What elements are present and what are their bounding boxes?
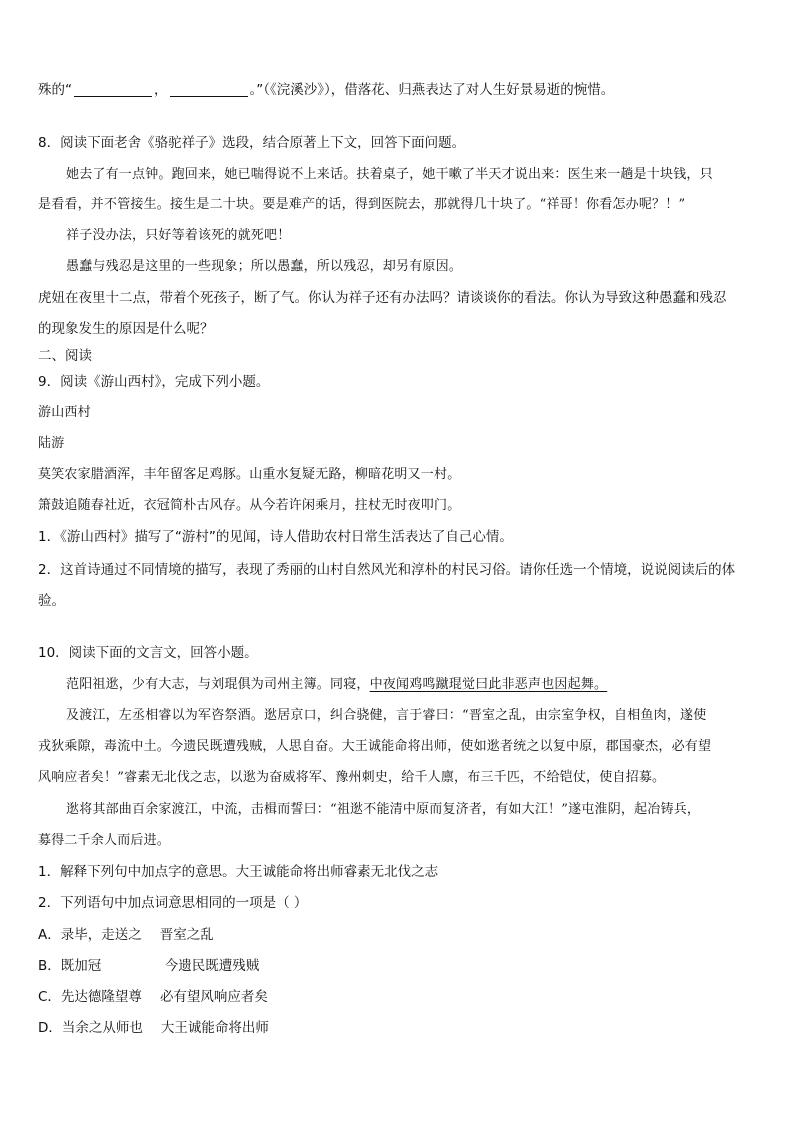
option-label: C． — [38, 989, 61, 1005]
q10-passage-line — [66, 675, 758, 695]
q10-passage-line: 风响应者矣！”睿素无北伐之志，以逖为奋威将军、豫州刺史，给千人廪，布三千匹，不给铠仗，使自招募。 — [38, 770, 666, 785]
q7-tail-line — [38, 80, 758, 100]
option-c[interactable] — [38, 987, 758, 1007]
option-left: 既加冠 — [60, 958, 102, 974]
option-label: D． — [38, 1020, 62, 1036]
q8-question-line: 的现象发生的原因是什么呢？ — [38, 321, 214, 337]
q10-sub-question-1: 1．解释下列句中加点字的意思。大王诚能命将出师睿素无北伐之志 — [38, 864, 439, 880]
q8-passage-line: 是看看，并不管接生。接生是二十块。要是难产的话，得到医院去，那就得几十块了。“祥哥！你看怎办呢？！” — [38, 197, 686, 212]
section-heading: 二、阅读 — [38, 348, 92, 364]
q9-sub-question-1: 1．《游山西村》描写了“游村”的见闻，诗人借助农村日常生活表达了自己心情。 — [38, 529, 513, 545]
q8-prompt: 8．阅读下面老舍《骆驼祥子》选段，结合原著上下文，回答下面问题。 — [38, 135, 466, 151]
option-a[interactable] — [38, 925, 758, 945]
q7-prefix: 殊的“ — [38, 82, 72, 98]
option-b[interactable] — [38, 956, 758, 976]
q10-passage-line: 及渡江，左丞相睿以为军咨祭酒。逖居京口，纠合骁健，言于睿曰：“晋室之乱，由宗室争权，自相鱼肉，遂使 — [66, 708, 707, 723]
option-label: A． — [38, 927, 61, 943]
option-right: 晋室之乱 — [159, 927, 214, 943]
q10-sub-question-2: 2．下列语句中加点词意思相同的一项是（ ） — [38, 895, 308, 911]
q9-prompt: 9．阅读《游山西村》，完成下列小题。 — [38, 374, 270, 390]
option-left: 先达德隆望尊 — [60, 989, 142, 1005]
q9-sub-question-2-cont: 验。 — [38, 593, 65, 609]
q10-prompt: 10．阅读下面的文言文，回答小题。 — [38, 645, 258, 661]
poem-line: 莫笑农家腊酒浑，丰年留客足鸡豚。山重水复疑无路，柳暗花明又一村。 — [38, 467, 461, 482]
q10-passage-line: 逖将其部曲百余家渡江，中流，击楫而誓曰：“祖逖不能清中原而复济者，有如大江！”遂屯淮阴，起冶铸兵， — [66, 802, 701, 817]
poem-title: 游山西村 — [38, 405, 91, 420]
option-d[interactable] — [38, 1018, 758, 1038]
q8-passage-line: 她去了有一点钟。跑回来，她已喘得说不上来话。扶着桌子，她干嗽了半天才说出来：医生来一趟是十块钱，只 — [66, 167, 713, 182]
option-left: 当余之从师也 — [61, 1020, 143, 1036]
option-right: 必有望风响应者矣 — [159, 989, 268, 1005]
q10-passage-line: 募得二千余人而后进。 — [38, 833, 171, 848]
q8-passage-line: 祥子没办法，只好等着该死的就死吧！ — [66, 228, 291, 243]
underlined-sentence: 中夜闻鸡鸣蹴琨觉曰此非恶声也因起舞。 — [369, 677, 608, 692]
q7-suffix: 。”（《浣溪沙》），借落花、归燕表达了对人生好景易逝的惋惜。 — [249, 82, 615, 98]
answer-blank-1[interactable] — [74, 82, 152, 97]
q8-question-line: 虎妞在夜里十二点，带着个死孩子，断了气。你认为祥子还有办法吗？请谈谈你的看法。你认为导致这种愚蠢和残忍 — [38, 290, 727, 306]
poem-line: 箫鼓追随春社近，衣冠简朴古风存。从今若许闲乘月，拄杖无时夜叩门。 — [38, 498, 461, 513]
q10-passage-line: 戎狄乘隙，毒流中土。今遗民既遭残贼，人思自奋。大王诚能命将出师，使如逖者统之以复中原，郡国豪杰，必有望 — [38, 739, 712, 754]
passage-text: 范阳祖逖，少有大志，与刘琨俱为司州主簿。同寝， — [66, 677, 370, 692]
option-right: 今遗民既遭残贼 — [164, 958, 260, 974]
q7-comma: ， — [154, 82, 168, 98]
option-right: 大王诚能命将出师 — [160, 1020, 269, 1036]
option-left: 录毕，走送之 — [60, 927, 142, 943]
poem-author: 陆游 — [38, 436, 65, 451]
answer-blank-2[interactable] — [170, 82, 248, 97]
q8-passage-line: 愚蠢与残忍是这里的一些现象；所以愚蠢，所以残忍，却另有原因。 — [66, 259, 463, 274]
option-label: B． — [38, 958, 61, 974]
q9-sub-question-2: 2．这首诗通过不同情境的描写，表现了秀丽的山村自然风光和淳朴的村民习俗。请你任选一个情境，说说阅读后的体 — [38, 562, 736, 578]
